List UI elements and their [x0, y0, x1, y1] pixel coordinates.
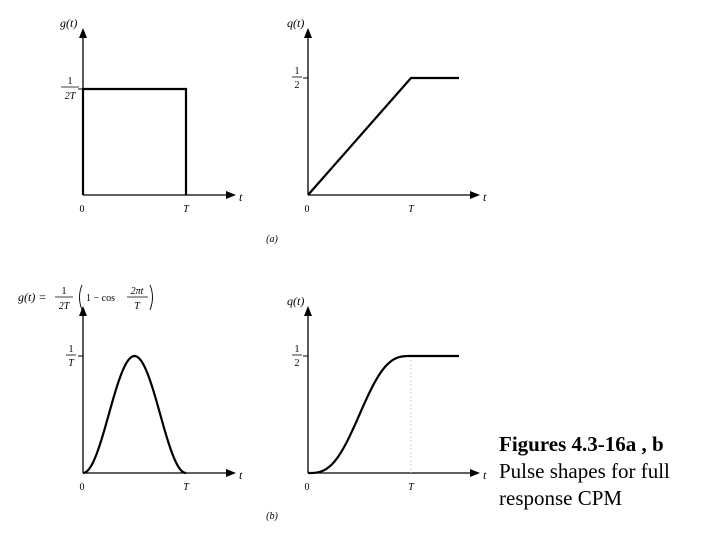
panel-b-q-level-num: 1	[294, 344, 300, 355]
panel-a-g-level-den: 2T	[64, 91, 76, 102]
panel-b-g-level-den: T	[68, 358, 74, 369]
panel-b-g-formula-lhs: g(t) =	[18, 290, 47, 304]
panel-a-g-x-arrow	[226, 191, 236, 199]
panel-a-q-tick-0: 0	[304, 204, 310, 215]
panel-b-q-tick-0: 0	[304, 482, 310, 493]
panel-a-q-y-arrow	[304, 28, 312, 38]
panel-b-g-x-arrow	[226, 469, 236, 477]
panel-b-g-formula-arg-num: 2πt	[130, 286, 144, 297]
panel-a-label: (a)	[266, 234, 278, 245]
panel-b-g-formula-rparen	[150, 285, 153, 310]
caption-line-2: response CPM	[499, 486, 623, 510]
panel-a-q-level-num: 1	[294, 66, 300, 77]
panel-a-q-xlabel: t	[483, 190, 487, 204]
panel-a-q-tick-T: T	[408, 204, 414, 215]
panel-a-g-xlabel: t	[239, 190, 243, 204]
panel-a-g-tick-0: 0	[79, 204, 85, 215]
panel-a-g-y-arrow	[79, 28, 87, 38]
panel-b-label: (b)	[266, 511, 278, 522]
panel-a-g-level-num: 1	[67, 76, 73, 87]
panel-b-g-tick-T: T	[183, 482, 189, 493]
panel-b-q-xlabel: t	[483, 468, 487, 482]
panel-a-q-ramp	[308, 78, 459, 195]
panel-b-q-x-arrow	[470, 469, 480, 477]
panel-b-q-ylabel: q(t)	[287, 294, 305, 308]
panel-a-g-rect-pulse	[83, 89, 186, 195]
panel-b-g-formula-lparen	[80, 285, 83, 310]
panel-a-g-plot	[60, 16, 243, 215]
figure-caption	[499, 431, 714, 512]
panel-a-q-level-den: 2	[294, 80, 300, 91]
caption-line-1: Pulse shapes for full	[499, 459, 670, 483]
panel-b-g-formula-arg-den: T	[134, 301, 140, 312]
panel-b-g-y-arrow	[79, 306, 87, 316]
panel-a-q-plot	[287, 16, 487, 215]
panel-a-q-ylabel: q(t)	[287, 16, 305, 30]
panel-b-g-tick-0: 0	[79, 482, 85, 493]
panel-a-g-ylabel: g(t)	[60, 16, 78, 30]
panel-b-q-plot	[287, 294, 487, 493]
panel-b-g-formula-num: 1	[61, 286, 67, 297]
panel-b-g-formula-den: 2T	[58, 301, 70, 312]
panel-b-g-level-num: 1	[68, 344, 74, 355]
panel-b-g-plot	[18, 285, 243, 493]
panel-a-q-x-arrow	[470, 191, 480, 199]
panel-b-q-level-den: 2	[294, 358, 300, 369]
panel-b-g-xlabel: t	[239, 468, 243, 482]
panel-b-g-formula-mid: 1 − cos	[86, 293, 115, 304]
panel-b-q-smooth-curve	[308, 356, 459, 473]
panel-b-q-tick-T: T	[408, 482, 414, 493]
panel-b-g-raised-cosine	[83, 356, 186, 473]
panel-b-g-formula	[18, 285, 153, 312]
panel-a-g-tick-T: T	[183, 204, 189, 215]
caption-title: Figures 4.3-16a , b	[499, 432, 664, 456]
panel-b-q-y-arrow	[304, 306, 312, 316]
